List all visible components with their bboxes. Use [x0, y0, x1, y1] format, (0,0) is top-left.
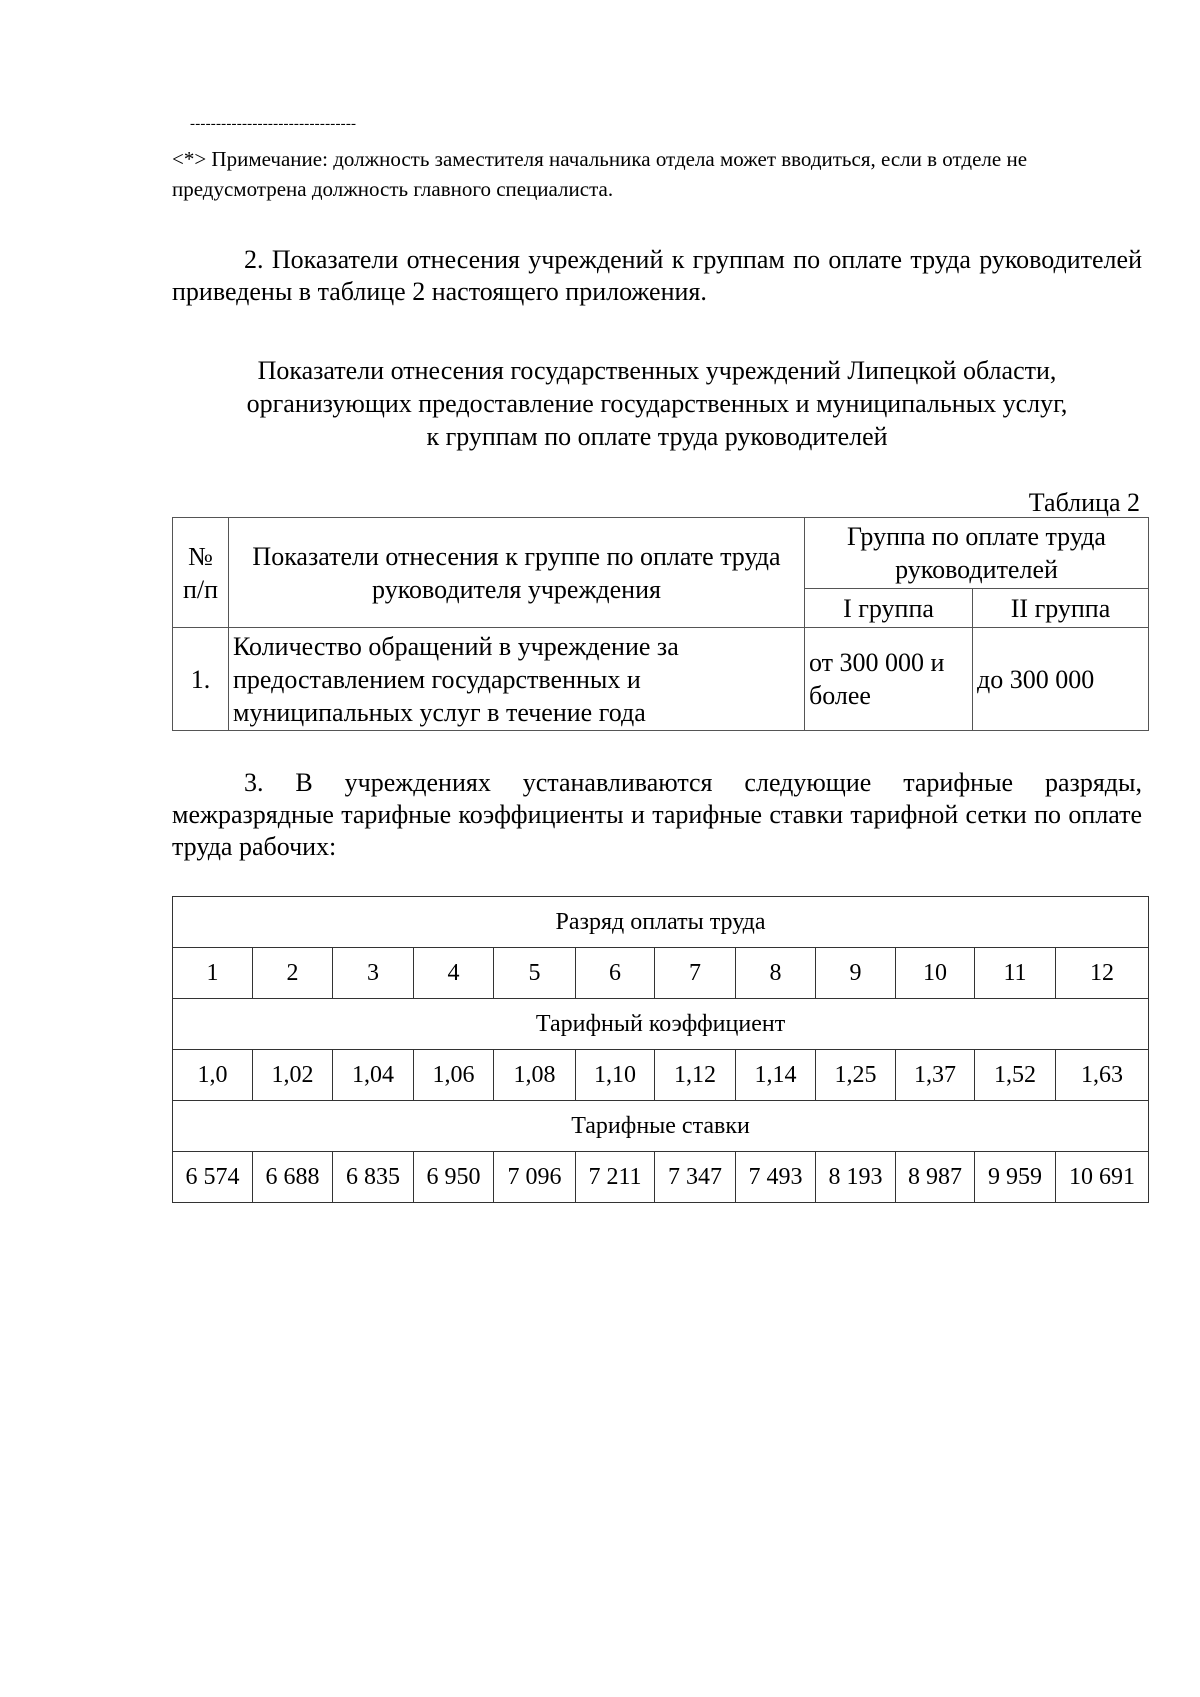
table3 — [172, 896, 1149, 1203]
rate-cell: 6 688 — [253, 1152, 333, 1203]
grade-cell: 5 — [494, 948, 576, 999]
header-group: Группа по оплате труда руководителей — [805, 518, 1149, 589]
row-num: 1. — [173, 628, 229, 731]
table3-rates-header-row — [173, 1101, 1149, 1152]
rate-cell: 7 096 — [494, 1152, 576, 1203]
coefficient-cell: 1,14 — [736, 1050, 816, 1101]
rate-cell: 6 574 — [173, 1152, 253, 1203]
table3-grade-header-row — [173, 897, 1149, 948]
table3-coefficient-header-row — [173, 999, 1149, 1050]
coefficient-cell: 1,08 — [494, 1050, 576, 1101]
grade-header: Разряд оплаты труда — [173, 897, 1149, 948]
table2 — [172, 517, 1149, 731]
coefficient-cell: 1,25 — [816, 1050, 896, 1101]
table2-caption: Таблица 2 — [1028, 488, 1140, 517]
coefficient-header: Тарифный коэффициент — [173, 999, 1149, 1050]
table2-title — [172, 354, 1142, 453]
grade-cell: 7 — [655, 948, 736, 999]
header-group2: II группа — [973, 589, 1149, 628]
rate-cell: 7 211 — [576, 1152, 655, 1203]
header-num: № п/п — [173, 518, 229, 628]
paragraph-3-text: 3. В учреждениях устанавливаются следующие тарифные разряды, межразрядные тарифные коэффициенты и тарифные ставки тарифной сетки по оплате труда рабочих: — [172, 768, 1142, 861]
rates-header: Тарифные ставки — [173, 1101, 1149, 1152]
rate-cell: 8 987 — [896, 1152, 975, 1203]
coefficient-cell: 1,63 — [1056, 1050, 1149, 1101]
table2-header-row — [173, 518, 1149, 589]
table3-rates-row — [173, 1152, 1149, 1203]
coefficient-cell: 1,04 — [333, 1050, 414, 1101]
header-indicator: Показатели отнесения к группе по оплате труда руководителя учреждения — [229, 518, 805, 628]
grade-cell: 8 — [736, 948, 816, 999]
rate-cell: 10 691 — [1056, 1152, 1149, 1203]
rate-cell: 6 950 — [414, 1152, 494, 1203]
rate-cell: 7 347 — [655, 1152, 736, 1203]
footnote-separator: -------------------------------- — [190, 116, 357, 132]
rate-cell: 6 835 — [333, 1152, 414, 1203]
coefficient-cell: 1,12 — [655, 1050, 736, 1101]
footnote-text: <*> Примечание: должность заместителя начальника отдела может вводиться, если в отделе не предусмотрена должность главного специалиста. — [172, 147, 1028, 201]
grade-cell: 11 — [975, 948, 1056, 999]
coefficient-cell: 1,02 — [253, 1050, 333, 1101]
grade-cell: 12 — [1056, 948, 1149, 999]
table-row — [173, 628, 1149, 731]
rate-cell: 7 493 — [736, 1152, 816, 1203]
table3-coefficients-row — [173, 1050, 1149, 1101]
table3-grades-row — [173, 948, 1149, 999]
table2-title-line3: к группам по оплате труда руководителей — [426, 422, 888, 451]
grade-cell: 4 — [414, 948, 494, 999]
coefficient-cell: 1,52 — [975, 1050, 1056, 1101]
paragraph-2 — [172, 244, 1142, 308]
paragraph-3 — [172, 767, 1142, 863]
grade-cell: 9 — [816, 948, 896, 999]
rate-cell: 8 193 — [816, 1152, 896, 1203]
table2-title-line1: Показатели отнесения государственных учреждений Липецкой области, — [257, 356, 1057, 385]
row-group2: до 300 000 — [973, 628, 1149, 731]
coefficient-cell: 1,0 — [173, 1050, 253, 1101]
row-indicator: Количество обращений в учреждение за предоставлением государственных и муниципальных услуг в течение года — [229, 628, 805, 731]
grade-cell: 2 — [253, 948, 333, 999]
paragraph-2-text: 2. Показатели отнесения учреждений к группам по оплате труда руководителей приведены в таблице 2 настоящего приложения. — [172, 245, 1142, 306]
coefficient-cell: 1,37 — [896, 1050, 975, 1101]
grade-cell: 1 — [173, 948, 253, 999]
coefficient-cell: 1,06 — [414, 1050, 494, 1101]
grade-cell: 3 — [333, 948, 414, 999]
table2-title-line2: организующих предоставление государственных и муниципальных услуг, — [246, 389, 1068, 418]
coefficient-cell: 1,10 — [576, 1050, 655, 1101]
row-group1: от 300 000 и более — [805, 628, 973, 731]
grade-cell: 6 — [576, 948, 655, 999]
grade-cell: 10 — [896, 948, 975, 999]
rate-cell: 9 959 — [975, 1152, 1056, 1203]
header-group1: I группа — [805, 589, 973, 628]
